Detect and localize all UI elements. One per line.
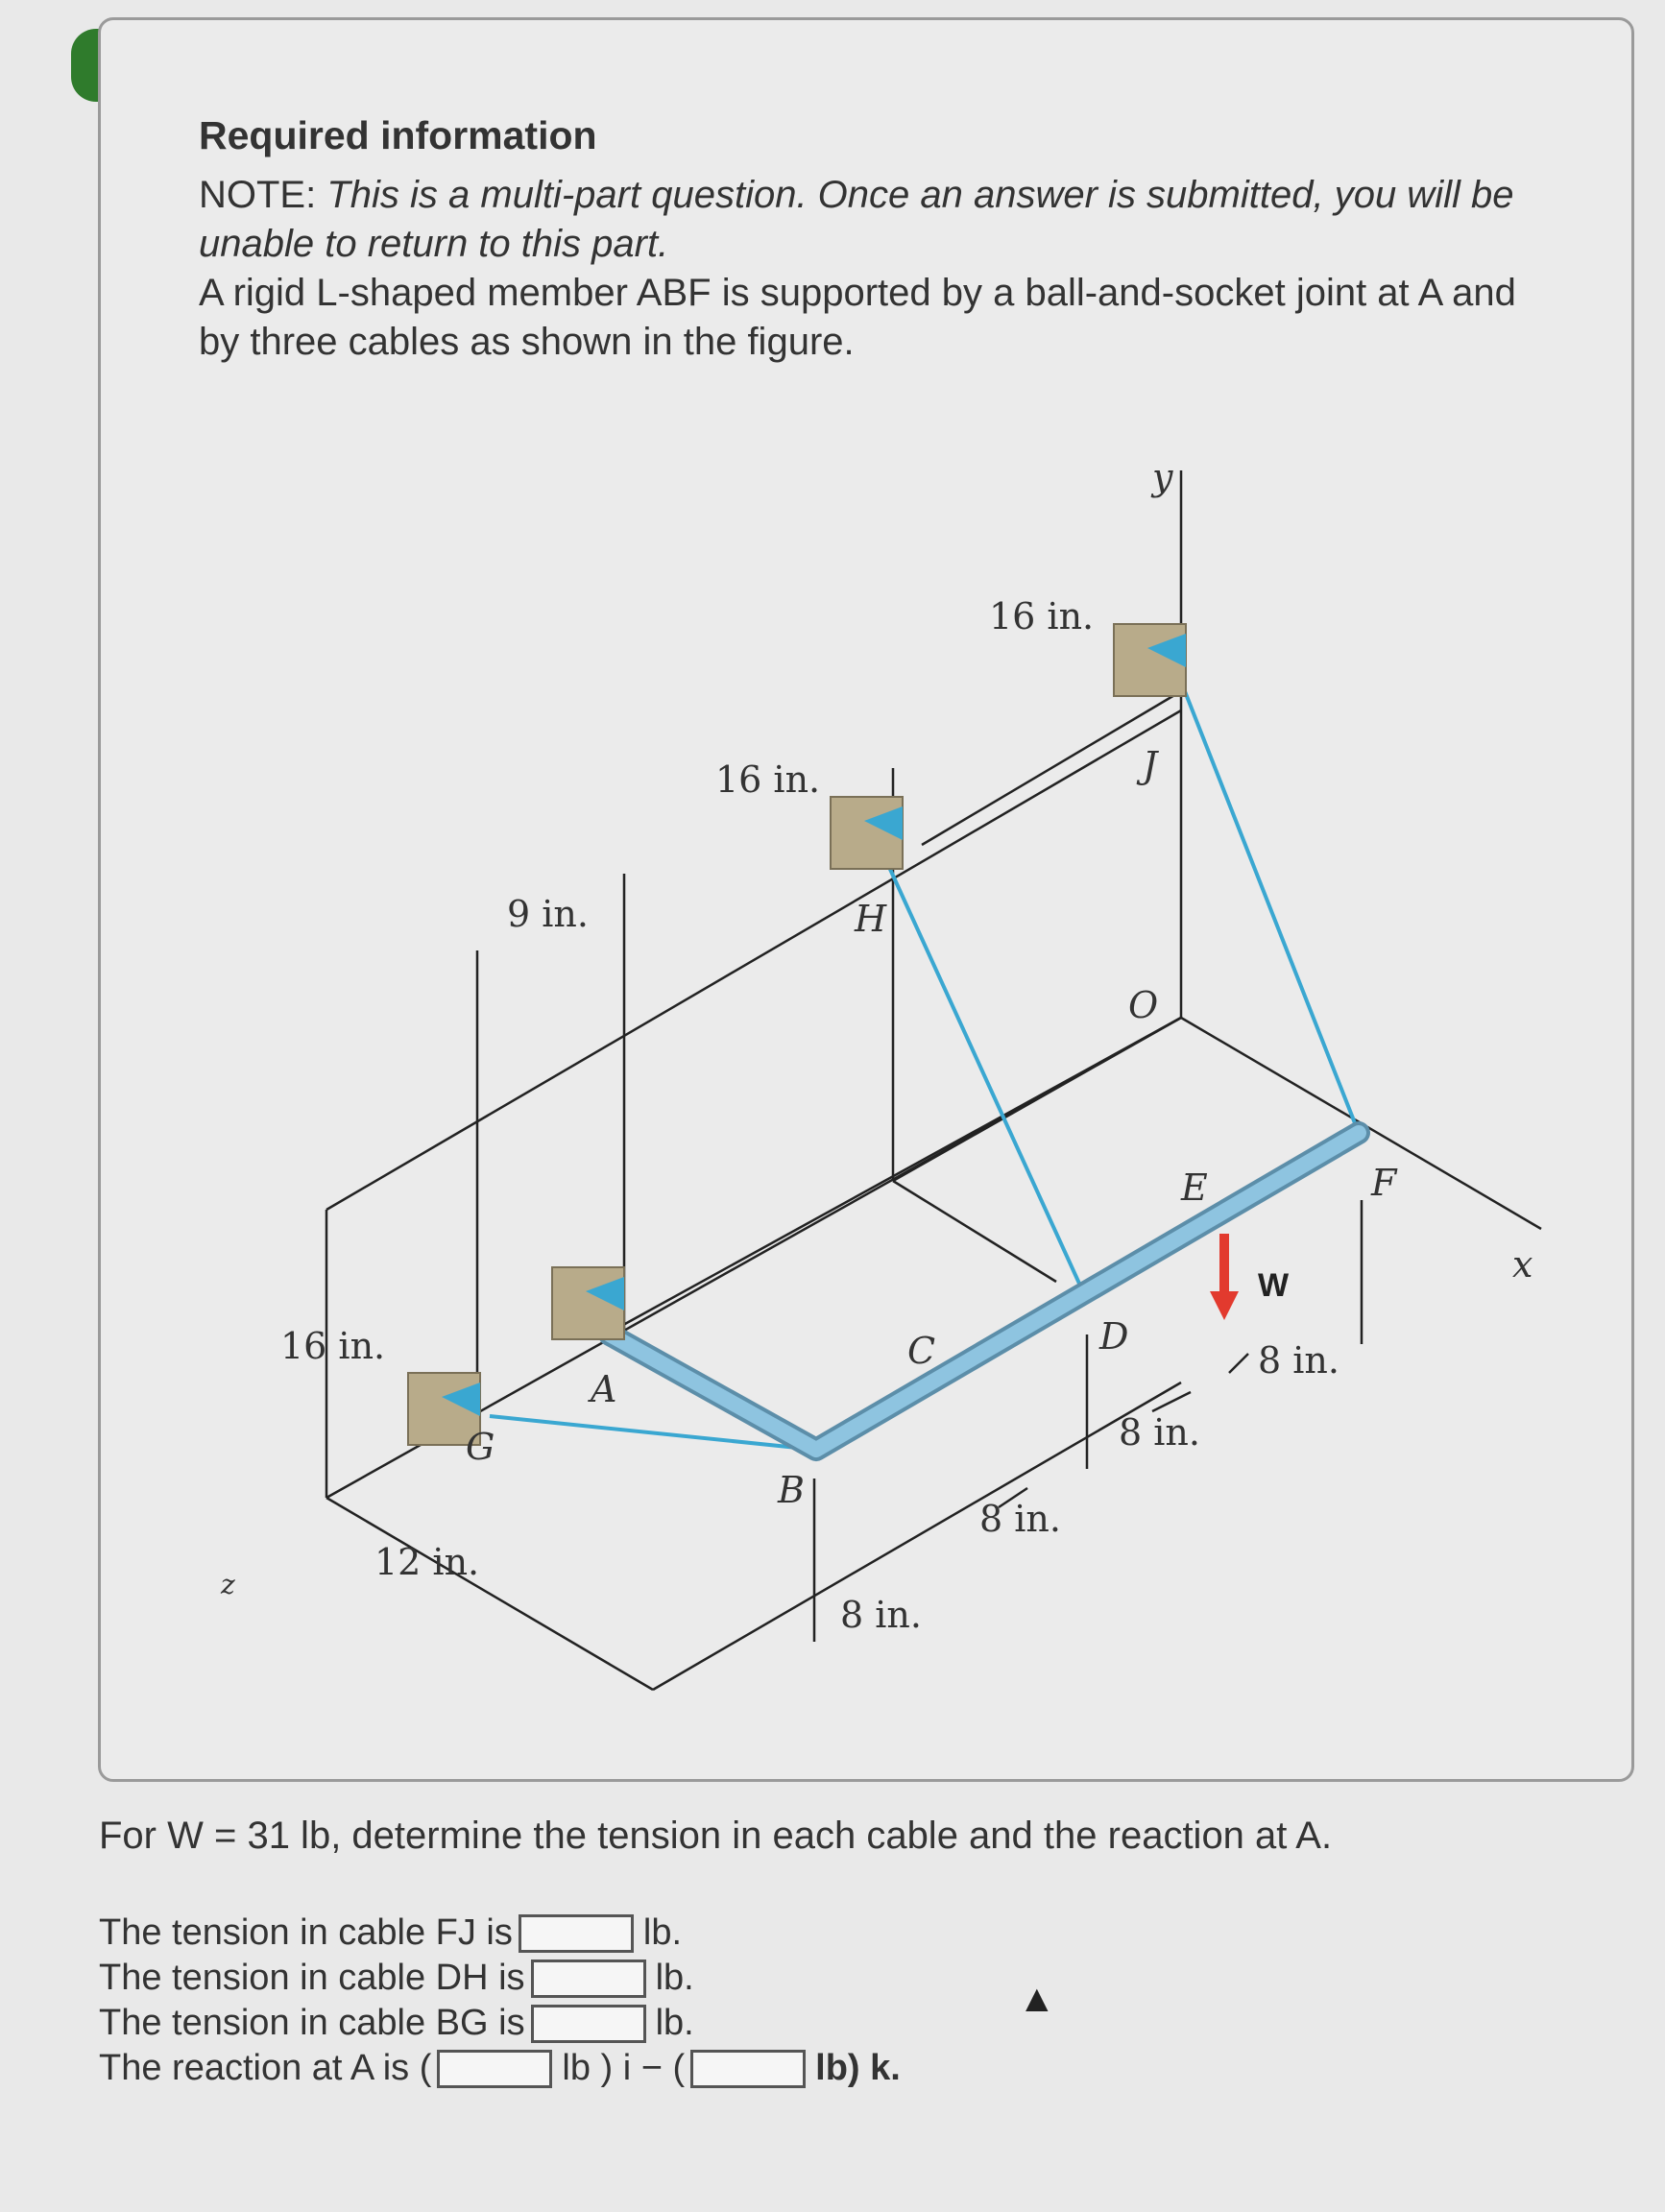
- point-label-g: G: [466, 1426, 495, 1468]
- required-info-title: Required information: [199, 113, 597, 157]
- load-w-arrow: [1210, 1234, 1239, 1320]
- point-label-c: C: [907, 1330, 936, 1372]
- answer-label-bg: The tension in cable BG is: [99, 2003, 525, 2043]
- dim-16-mid: 16 in.: [715, 758, 821, 801]
- problem-intro: [199, 171, 1562, 367]
- answer-section: [99, 1911, 901, 2091]
- point-label-d: D: [1099, 1315, 1129, 1358]
- support-h: [831, 797, 903, 869]
- frame-lines: [326, 470, 1541, 1690]
- question-text: For W = 31 lb, determine the tension in each cable and the reaction at A.: [99, 1815, 1333, 1857]
- answer-row-reaction: [99, 2046, 901, 2091]
- figure-diagram: [192, 451, 1594, 1738]
- dim-12: 12 in.: [374, 1541, 480, 1583]
- dim-8-e: 8 in.: [1258, 1339, 1339, 1382]
- point-label-f: F: [1371, 1162, 1397, 1204]
- problem-statement: A rigid L-shaped member ABF is supported by a ball-and-socket joint at A and by three cables as shown in the figure.: [199, 272, 1516, 363]
- dim-16-top: 16 in.: [989, 595, 1095, 637]
- answer-unit-dh: lb.: [655, 1958, 694, 1998]
- answer-unit-fj: lb.: [642, 1912, 683, 1953]
- answer-row-bg: [99, 2001, 901, 2046]
- dim-9: 9 in.: [507, 893, 589, 935]
- answer-row-dh: [99, 1956, 901, 2001]
- answer-label-reaction: The reaction at A is (: [99, 2048, 432, 2088]
- support-j: [1114, 624, 1186, 696]
- mouse-cursor-icon: ▲: [1018, 1978, 1056, 2020]
- axis-x-label: x: [1512, 1243, 1533, 1286]
- dim-8-c: 8 in.: [979, 1498, 1061, 1540]
- axis-z-label: z: [221, 1569, 235, 1600]
- answer-input-fj[interactable]: [519, 1914, 634, 1953]
- note-text: This is a multi-part question. Once an answer is submitted, you will be unable to return to this part.: [199, 174, 1514, 265]
- point-label-o: O: [1128, 984, 1159, 1026]
- axis-y-label: y: [1152, 456, 1173, 498]
- dim-16-left: 16 in.: [280, 1325, 386, 1367]
- dim-8-d: 8 in.: [1119, 1411, 1200, 1454]
- answer-label-dh: The tension in cable DH is: [99, 1958, 525, 1998]
- note-label: NOTE:: [199, 174, 317, 216]
- point-label-e: E: [1181, 1166, 1208, 1209]
- answer-unit-bg: lb.: [655, 2003, 694, 2043]
- answer-input-reaction-i[interactable]: [437, 2050, 552, 2088]
- answer-label-fj: The tension in cable FJ is: [99, 1912, 513, 1953]
- point-label-a: A: [591, 1368, 617, 1410]
- note-paragraph: [199, 171, 1562, 269]
- answer-row-fj: [99, 1911, 901, 1956]
- point-label-b: B: [778, 1469, 805, 1511]
- dim-8-b: 8 in.: [840, 1594, 922, 1636]
- answer-input-dh[interactable]: [531, 1960, 646, 1998]
- supports: [408, 624, 1186, 1445]
- answer-reaction-mid: lb ) i − (: [562, 2048, 686, 2088]
- answer-reaction-end: lb) k.: [815, 2048, 901, 2088]
- answer-input-bg[interactable]: [531, 2005, 646, 2043]
- member-abf: [610, 1133, 1359, 1450]
- point-label-j: J: [1143, 744, 1158, 786]
- support-a: [552, 1267, 624, 1339]
- point-label-h: H: [855, 898, 887, 940]
- load-w-label: W: [1258, 1267, 1290, 1304]
- answer-input-reaction-k[interactable]: [690, 2050, 806, 2088]
